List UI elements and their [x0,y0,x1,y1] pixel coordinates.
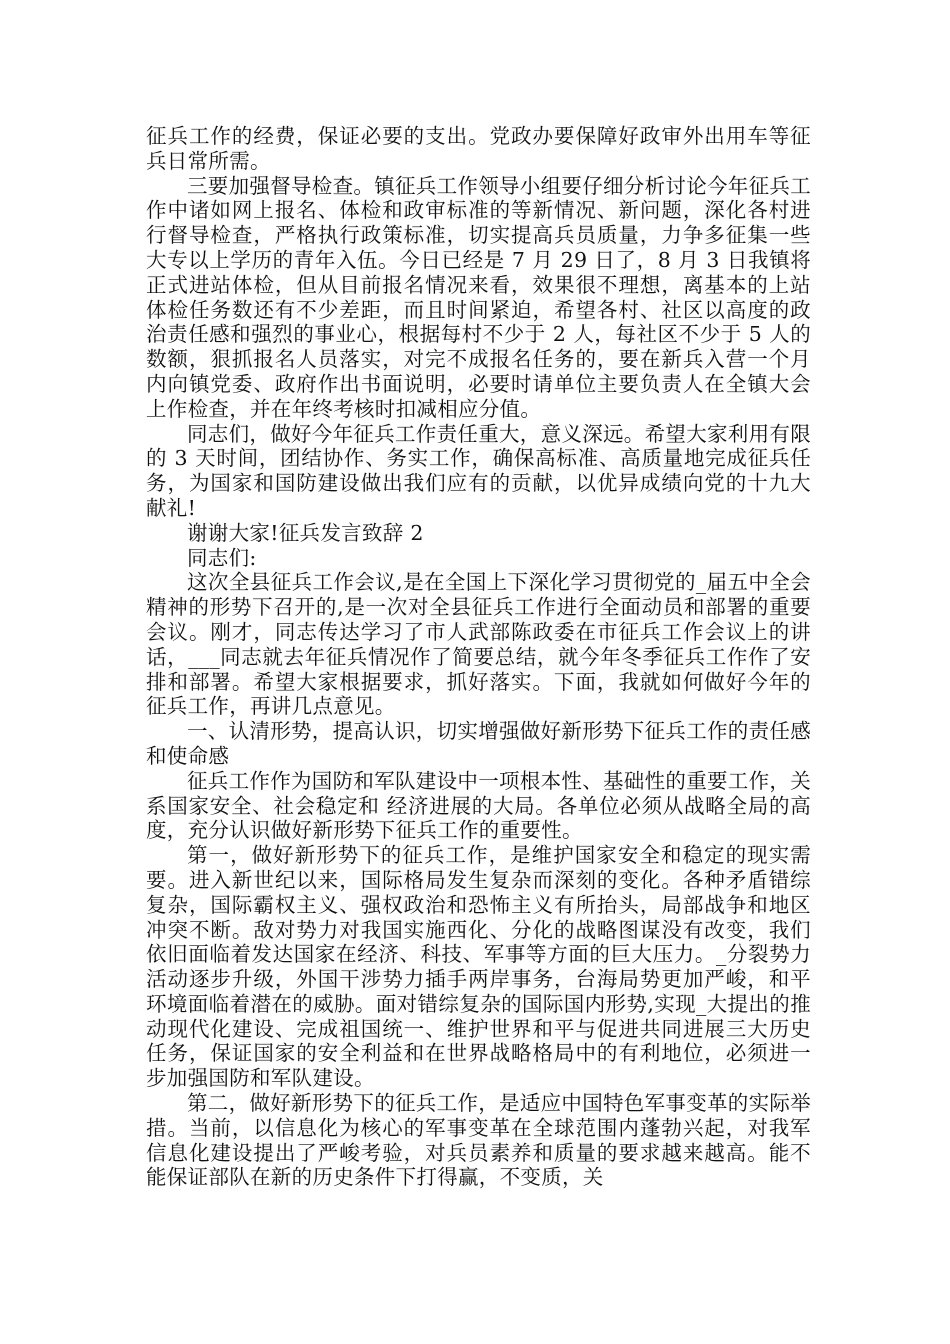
paragraph: 征兵工作作为国防和军队建设中一项根本性、基础性的重要工作，关系国家安全、社会稳定和 经济进展的大局。各单位必须从战略全局的高度，充分认识做好新形势下征兵工作的重要性。 [146,768,811,843]
paragraph: 征兵工作的经费，保证必要的支出。党政办要保障好政审外出用车等征兵日常所需。 [146,124,811,173]
paragraph: 这次全县征兵工作会议,是在全国上下深化学习贯彻党的_届五中全会精神的形势下召开的,是一次对全县征兵工作进行全面动员和部署的重要会议。刚才，同志传达学习了市人武部陈政委在市征兵工作会议上的讲话，___同志就去年征兵情况作了简要总结，就今年冬季征兵工作作了安排和部署。希望大家根据要求，抓好落实。下面，我就如何做好今年的征兵工作，再讲几点意见。 [146,570,811,719]
paragraph: 第一，做好新形势下的征兵工作，是维护国家安全和稳定的现实需要。进入新世纪以来，国际格局发生复杂而深刻的变化。各种矛盾错综复杂，国际霸权主义、强权政治和恐怖主义有所抬头，局部战争和地区冲突不断。敌对势力对我国实施西化、分化的战略图谋没有改变，我们依旧面临着发达国家在经济、科技、军事等方面的巨大压力。_分裂势力活动逐步升级，外国干涉势力插手两岸事务，台海局势更加严峻，和平环境面临着潜在的威胁。面对错综复杂的国际国内形势,实现_大提出的推动现代化建设、完成祖国统一、维护世界和平与促进共同进展三大历史任务，保证国家的安全利益和在世界战略格局中的有利地位，必须进一步加强国防和军队建设。 [146,843,811,1091]
paragraph: 三要加强督导检查。镇征兵工作领导小组要仔细分析讨论今年征兵工作中诸如网上报名、体检和政审标准的等新情况、新问题，深化各村进行督导检查，严格执行政策标准，切实提高兵员质量，力争多征集一些大专以上学历的青年入伍。今日已经是 7 月 29 日了，8 月 3 日我镇将正式进站体检，但从目前报名情况来看，效果很不理想，离基本的上站体检任务数还有不少差距，而且时间紧迫，希望各村、社区以高度的政治责任感和强烈的事业心，根据每村不少于 2 人，每社区不少于 5 人的数额，狠抓报名人员落实，对完不成报名任务的，要在新兵入营一个月内向镇党委、政府作出书面说明，必要时请单位主要负责人在全镇大会上作检查，并在年终考核时扣减相应分值。 [146,173,811,421]
paragraph: 第二，做好新形势下的征兵工作，是适应中国特色军事变革的实际举措。当前，以信息化为核心的军事变革在全球范围内蓬勃兴起，对我军信息化建设提出了严峻考验，对兵员素养和质量的要求越来越高。能不能保证部队在新的历史条件下打得赢，不变质，关 [146,1091,811,1190]
section-heading: 一、认清形势，提高认识，切实增强做好新形势下征兵工作的责任感和使命感 [146,719,811,768]
paragraph: 同志们，做好今年征兵工作责任重大，意义深远。希望大家利用有限的 3 天时间，团结协作、务实工作，确保高标准、高质量地完成征兵任务，为国家和国防建设做出我们应有的贡献，以优异成绩向党的十九大献礼! [146,421,811,520]
document-body [146,124,811,1190]
speech-closing-line: 谢谢大家!征兵发言致辞 2 [187,520,424,545]
salutation: 同志们: [187,545,257,570]
